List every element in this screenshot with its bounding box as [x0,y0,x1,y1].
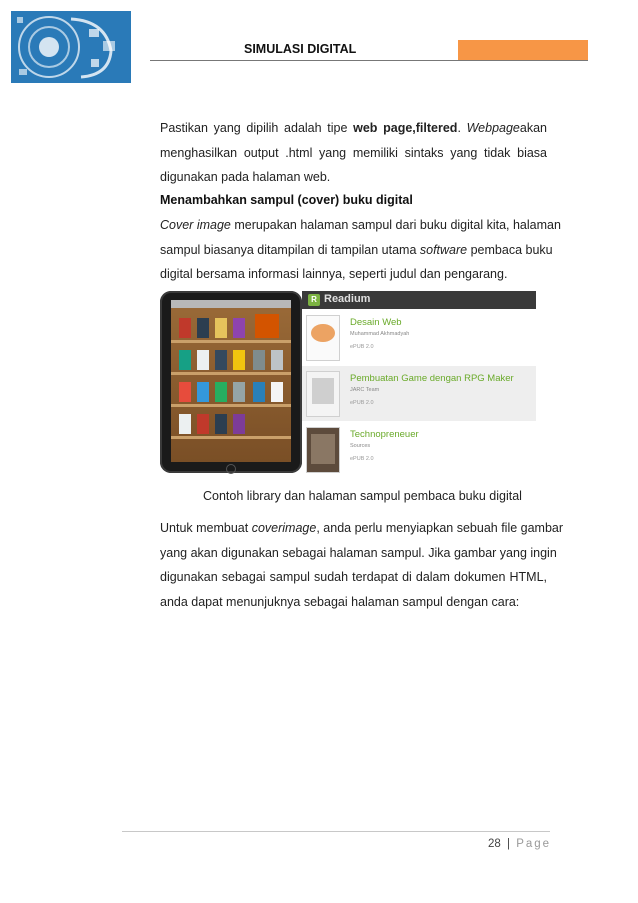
book-format: ePUB 2.0 [350,456,374,462]
book-cover [179,318,191,338]
paragraph-line: digital bersama informasi lainnya, seperti judul dan pengarang. [160,267,508,281]
readium-library-image [302,291,536,473]
shelf [171,404,291,407]
text-run: akan [519,121,547,135]
paragraph-line: menghasilkan output .html yang memiliki sintaks yang tidak biasa [160,145,547,160]
italic-text: software [419,242,468,257]
figure-caption: Contoh library dan halaman sampul pembaca buku digital [203,489,522,503]
header-accent-bar [458,40,588,60]
book-cover [179,414,191,434]
paragraph-line [160,516,564,541]
paragraph-3 [160,516,564,614]
book-title: Technopreneuer [350,429,419,440]
paragraph-1 [160,116,547,190]
book-cover-thumbnail [306,315,340,361]
italic-text: coverimage [251,521,317,535]
header-rule [150,60,588,61]
paragraph-2 [160,213,561,287]
header-title: SIMULASI DIGITAL [244,42,357,56]
paragraph-line [160,213,561,238]
book-cover [215,414,227,434]
book-cover [215,318,227,338]
paragraph-line: digunakan sebagai sampul sudah terdapat di dalam dokumen HTML, [160,570,547,584]
paragraph-line: yang akan digunakan sebagai halaman sampul. Jika gambar yang ingin [160,545,557,560]
book-cover [179,382,191,402]
paragraph-line: digunakan pada halaman web. [160,170,331,184]
library-item[interactable] [302,366,536,421]
book-cover [197,414,209,434]
reader-toolbar [302,291,536,309]
text-run: sampul biasanya ditampilan di tampilan utama [160,242,420,257]
text-run: Untuk membuat [160,521,252,535]
book-cover [253,382,265,402]
footer-rule [122,831,550,832]
shelf [171,340,291,343]
shelf [171,436,291,439]
text-run: . [457,121,467,135]
tablet-bookshelf-image [160,291,302,473]
bold-text: web page,filtered [353,121,458,135]
book-author: Muhammad Akhmadyah [350,331,410,337]
text-run: merupakan halaman sampul dari buku digital kita, halaman [230,218,561,232]
book-cover [271,350,283,370]
book-author: Sources [350,443,371,449]
home-button-icon [226,464,236,474]
book-cover [215,382,227,402]
simulasi-digital-logo [11,11,131,83]
paragraph-line [160,238,553,263]
book-cover [215,350,227,370]
page-number: 28 [488,838,501,850]
bookshelf-topbar [171,300,291,308]
book-cover [233,350,245,370]
library-item[interactable] [302,422,536,477]
italic-text: Webpage [466,121,520,135]
book-cover [197,382,209,402]
book-cover [255,314,279,338]
page-separator: | [507,838,510,850]
page-footer [488,838,551,850]
book-cover [253,350,265,370]
text-run: pembaca buku [467,242,553,257]
book-author: JARC Team [350,387,380,393]
page-label: Page [516,838,552,850]
book-cover [271,382,283,402]
book-cover [233,318,245,338]
book-cover-thumbnail [306,427,340,473]
paragraph-line: anda dapat menunjuknya sebagai halaman sampul dengan cara: [160,594,520,609]
text-run: Pastikan yang dipilih adalah tipe [160,121,354,135]
book-format: ePUB 2.0 [350,400,374,406]
book-format: ePUB 2.0 [350,344,374,350]
library-item[interactable] [302,310,536,365]
italic-text: Cover image [160,218,231,232]
book-title: Desain Web [350,317,402,328]
section-heading: Menambahkan sampul (cover) buku digital [160,193,413,207]
book-cover [197,350,209,370]
book-cover-thumbnail [306,371,340,417]
book-title: Pembuatan Game dengan RPG Maker [350,373,514,384]
reader-brand: Readium [324,293,371,305]
bookshelf-screen [171,300,291,462]
book-cover [233,382,245,402]
paragraph-line [160,116,547,141]
book-cover [233,414,245,434]
book-cover [197,318,209,338]
readium-logo-icon: R [308,294,320,306]
text-run: , anda perlu menyiapkan sebuah file gambar [316,521,564,535]
shelf [171,372,291,375]
book-cover [179,350,191,370]
